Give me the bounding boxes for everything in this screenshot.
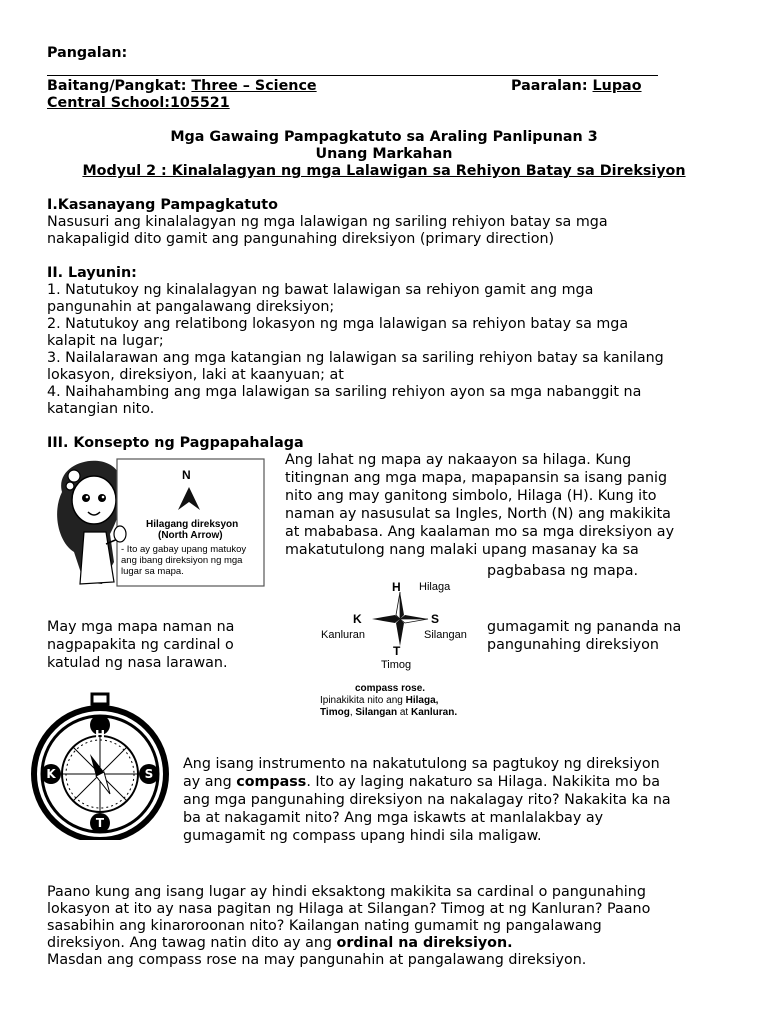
para3-line: Ang isang instrumento na nakatutulong sa pagtukoy ng direksiyon <box>183 756 660 772</box>
para3-bold: compass <box>236 774 307 790</box>
para3-line: ang mga pangunahing direksiyon na nakalagay rito? Nakakita ka na <box>183 792 671 808</box>
para3-line <box>183 774 660 791</box>
section1-line: nakapaligid dito gamit ang pangunahing direksiyon (primary direction) <box>47 231 555 247</box>
compass-k: K <box>46 767 56 781</box>
para3-line: gumagamit ng compass upang hindi sila maligaw. <box>183 828 542 844</box>
para2-left-line: katulad ng nasa larawan. <box>47 655 228 671</box>
para3-text: . Ito ay laging nakaturo sa Hilaga. Nakikita mo ba <box>306 774 660 790</box>
caption-bold: Hilaga, <box>405 695 439 706</box>
para2-left-line: nagpapakita ng cardinal o <box>47 637 234 653</box>
compass-h: H <box>95 728 106 742</box>
objective-line: 3. Nailalarawan ang mga katangian ng lalawigan sa sariling rehiyon batay sa kanilang <box>47 350 664 366</box>
para1-line: at mababasa. Ang kaalaman mo sa mga direksiyon ay <box>285 524 675 540</box>
para1-line: makatutulong nang malaki upang masanay ka sa <box>285 542 639 558</box>
title-line-2: Unang Markahan <box>315 146 453 162</box>
hair-flower-icon <box>68 470 80 482</box>
north-arrow-desc: lugar sa mapa. <box>121 566 184 577</box>
north-arrow-desc: - Ito ay gabay upang matukoy <box>121 544 247 555</box>
north-arrow-subtitle: (North Arrow) <box>158 530 223 541</box>
section2-heading: II. Layunin: <box>47 265 137 281</box>
girl-face-icon <box>72 476 116 524</box>
para3-line: ba at nakagamit nito? Ang mga iskawts at manlalakbay ay <box>183 810 604 826</box>
objective-line: katangian nito. <box>47 401 155 417</box>
objective-line: 1. Natutukoy ng kinalalagyan ng bawat lalawigan sa rehiyon gamit ang mga <box>47 282 594 298</box>
objective-line: 2. Natutukoy ang relatibong lokasyon ng mga lalawigan sa rehiyon batay sa mga <box>47 316 629 332</box>
objective-line: lokasyon, direksiyon, laki at kaanyuan; at <box>47 367 344 383</box>
para4-line: Masdan ang compass rose na may pangunahin at pangalawang direksiyon. <box>47 952 587 968</box>
para2-left-line: May mga mapa naman na <box>47 619 235 635</box>
para4-line: Paano kung ang isang lugar ay hindi eksaktong makikita sa cardinal o pangunahing <box>47 884 646 900</box>
title-line-1: Mga Gawaing Pampagkatuto sa Araling Panlipunan 3 <box>170 129 598 145</box>
name-underline <box>47 75 658 76</box>
objective-line: pangunahin at pangalawang direksiyon; <box>47 299 335 315</box>
caption-bold: Kanluran. <box>410 707 458 718</box>
name-label: Pangalan: <box>47 45 128 61</box>
rose-caption-1: compass rose. <box>355 683 426 694</box>
compass-icon <box>30 690 180 840</box>
grade-value: Three – Science <box>191 78 317 94</box>
objective-line: kalapit na lugar; <box>47 333 164 349</box>
para1-line: pagbabasa ng mapa. <box>487 563 639 579</box>
rose-s: S <box>431 612 440 626</box>
para4-line: sasabihin ang kinaroroonan nito? Kailangan nating gumamit ng pangalawang <box>47 918 602 934</box>
caption-text: at <box>399 707 409 718</box>
rose-caption-2 <box>320 695 438 706</box>
caption-text: , <box>349 707 353 718</box>
school-row <box>511 78 642 95</box>
caption-bold: Silangan <box>355 707 398 718</box>
rose-kanluran: Kanluran <box>321 629 366 641</box>
para1-line: nito ang may ganitong simbolo, Hilaga (H). Kung ito <box>285 488 657 504</box>
para1-line: titingnan ang mga mapa, mapapansin sa isang panig <box>285 470 668 486</box>
north-letter: N <box>182 468 191 482</box>
rose-hilaga: Hilaga <box>419 581 451 593</box>
para2-right-line: gumagamit ng pananda na <box>487 619 682 635</box>
para4-line <box>47 935 513 952</box>
para4-text: direksiyon. Ang tawag natin dito ay ang <box>47 935 332 951</box>
rose-h: H <box>392 580 401 594</box>
section3-heading: III. Konsepto ng Pagpapahalaga <box>47 435 304 451</box>
north-arrow-title: Hilagang direksyon <box>146 519 239 530</box>
title-line-3: Modyul 2 : Kinalalagyan ng mga Lalawigan sa Rehiyon Batay sa Direksiyon <box>82 163 686 179</box>
section1-heading: I.Kasanayang Pampagkatuto <box>47 197 278 213</box>
school-value-cont: Central School:105521 <box>47 95 230 111</box>
para2-right-line: pangunahing direksiyon <box>487 637 659 653</box>
rose-k: K <box>353 612 362 626</box>
compass-rose-icon <box>370 590 430 648</box>
compass-s: S <box>144 767 154 781</box>
rose-silangan: Silangan <box>424 629 467 641</box>
caption-bold: Timog <box>320 707 350 718</box>
caption-text: Ipinakikita nito ang <box>320 695 403 706</box>
para1-line: Ang lahat ng mapa ay nakaayon sa hilaga. Kung <box>285 452 632 468</box>
school-label: Paaralan: <box>511 78 588 94</box>
section1-line: Nasusuri ang kinalalagyan ng mga lalawigan ng sariling rehiyon batay sa mga <box>47 214 608 230</box>
para4-bold: ordinal na direksiyon. <box>336 935 513 951</box>
para4-line: lokasyon at ito ay nasa pagitan ng Hilaga at Silangan? Timog at ng Kanluran? Paano <box>47 901 651 917</box>
rose-caption-3 <box>320 707 457 718</box>
para1-line: naman ay nasusulat sa Ingles, North (N) ang makikita <box>285 506 671 522</box>
compass-t: T <box>95 816 105 830</box>
objective-line: 4. Naihahambing ang mga lalawigan sa sariling rehiyon ayon sa mga nabanggit na <box>47 384 642 400</box>
school-value: Lupao <box>592 78 642 94</box>
grade-row <box>47 78 317 95</box>
north-arrow-desc: ang ibang direksiyon ng mga <box>121 555 243 566</box>
rose-t: T <box>393 644 401 658</box>
grade-label: Baitang/Pangkat: <box>47 78 187 94</box>
para3-text: ay ang <box>183 774 232 790</box>
rose-timog: Timog <box>381 659 412 671</box>
